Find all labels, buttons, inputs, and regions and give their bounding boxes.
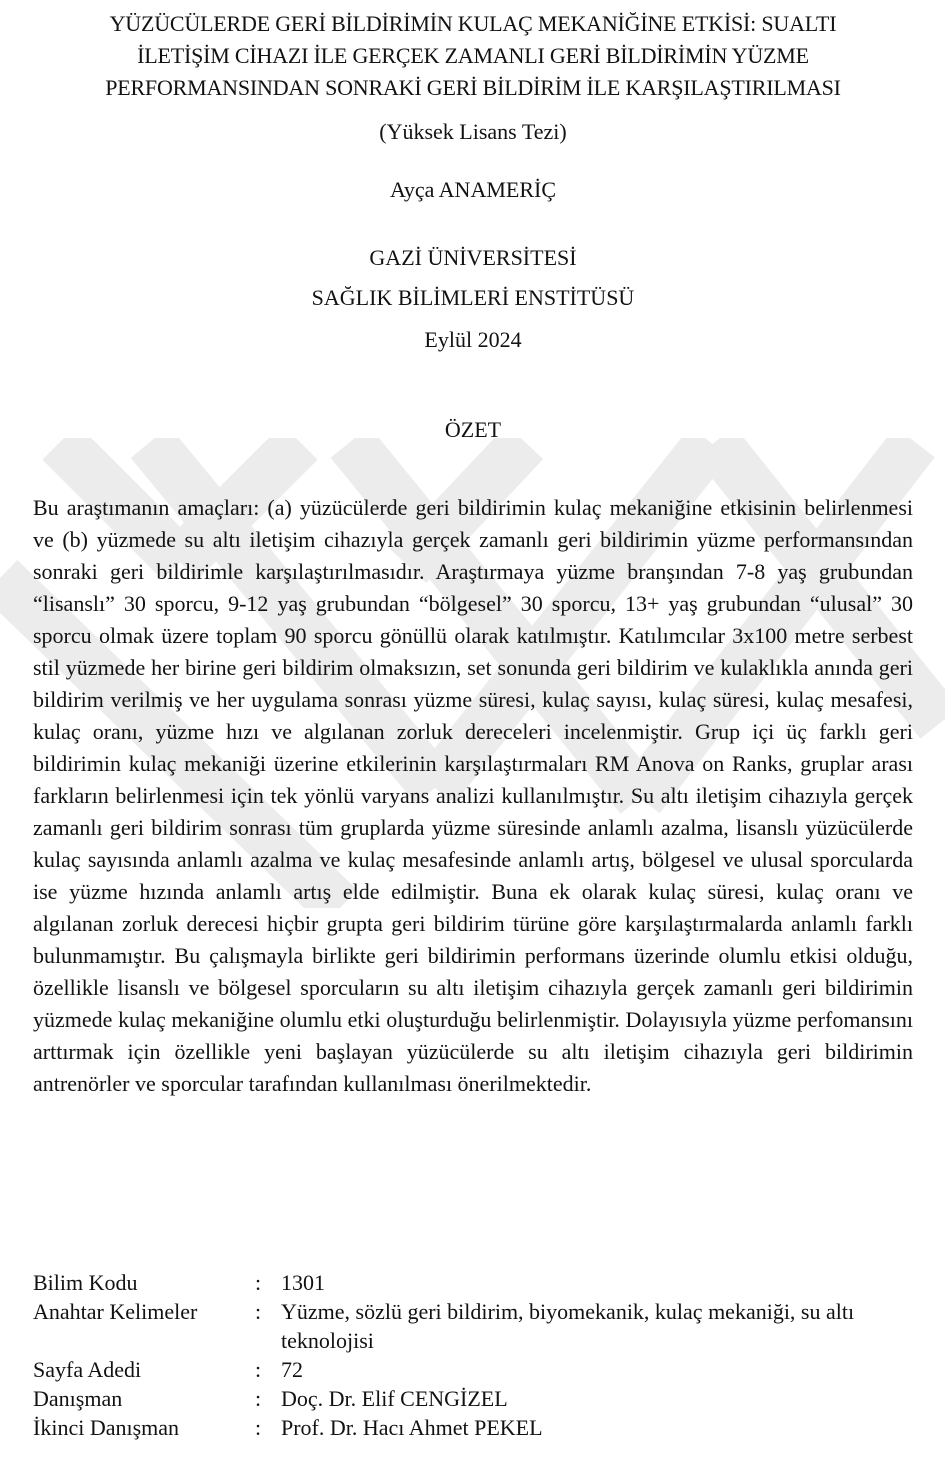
metadata-label: Danışman	[33, 1386, 123, 1411]
metadata-row-ikinci-danisman	[33, 1413, 913, 1442]
metadata-value: Prof. Dr. Hacı Ahmet PEKEL	[281, 1415, 543, 1440]
metadata-row-anahtar-kelimeler	[33, 1297, 913, 1355]
abstract-paragraph: Bu araştımanın amaçları: (a) yüzücülerde geri bildirimin kulaç mekaniğine etkisinin belirlenmesi ve (b) yüzmede su altı iletişim cihazıyla gerçek zamanlı geri bildirimin yüzme performansından sonraki geri bildirimle karşılaştırılmasıdır. Araştırmaya yüzme branşından 7-8 yaş grubundan “lisanslı” 30 sporcu, 9-12 yaş grubundan “bölgesel” 30 sporcu, 13+ yaş grubundan “ulusal” 30 sporcu olmak üzere toplam 90 sporcu gönüllü olarak katılmıştır. Katılımcılar 3x100 metre serbest stil yüzmede her birine geri bildirim olmaksızın, set sonunda geri bildirim ve kulaklıkla anında geri bildirim verilmiş ve her uygulama sonrası yüzme süresi, kulaç sayısı, kulaç süresi, kulaç mesafesi, kulaç oranı, yüzme hızı ve algılanan zorluk dereceleri incelenmiştir. Grup içi üç farklı geri bildirimin kulaç mekaniği üzerine etkilerinin karşılaştırmaları RM Anova on Ranks, gruplar arası farkların belirlenmesi için tek yönlü varyans analizi kullanılmıştır. Su altı iletişim cihazıyla gerçek zamanlı geri bildirim sonrası tüm gruplarda yüzme süresinde anlamlı azalma, lisanslı yüzücülerde kulaç sayısında anlamlı azalma ve kulaç mesafesinde anlamlı artış, bölgesel ve ulusal sporcularda ise yüzme hızında anlamlı artış elde edilmiştir. Buna ek olarak kulaç süresi, kulaç oranı ve algılanan zorluk derecesi hiçbir grupta geri bildirim türüne göre karşılaştırmalarda anlamlı farklı bulunmamıştır. Bu çalışmayla birlikte geri bildirimin performans üzerinde olumlu etkisi olduğu, özellikle lisanslı ve bölgesel sporcuların su altı iletişim cihazıyla gerçek zamanlı geri bildirimin yüzmede kulaç mekaniğine olumlu etki oluşturduğu belirlenmiştir. Dolayısıyla yüzme perfomansını arttırmak için özellikle yeni başlayan yüzücülerde su altı iletişim cihazıyla geri bildirimin antrenörler ve sporcular tarafından kullanılması önerilmektedir.	[33, 495, 913, 1096]
section-heading-ozet: ÖZET	[444, 417, 502, 442]
metadata-label: İkinci Danışman	[33, 1415, 180, 1440]
publication-date: Eylül 2024	[424, 327, 522, 352]
institute-name: SAĞLIK BİLİMLERİ ENSTİTÜSÜ	[311, 285, 635, 310]
metadata-separator: :	[255, 1270, 262, 1295]
metadata-value: 1301	[281, 1270, 325, 1295]
thesis-title	[33, 8, 913, 104]
metadata-separator: :	[255, 1299, 262, 1324]
metadata-label: Sayfa Adedi	[33, 1357, 142, 1382]
university-name: GAZİ ÜNİVERSİTESİ	[369, 245, 577, 270]
thesis-title-line-2: İLETİŞİM CİHAZI İLE GERÇEK ZAMANLI GERİ BİLDİRİMİN YÜZME	[137, 43, 809, 68]
thesis-type-label: (Yüksek Lisans Tezi)	[379, 119, 567, 144]
metadata-value: Yüzme, sözlü geri bildirim, biyomekanik, kulaç mekaniği, su altı teknolojisi	[281, 1299, 855, 1353]
metadata-row-bilim-kodu	[33, 1268, 913, 1297]
thesis-title-line-1: YÜZÜCÜLERDE GERİ BİLDİRİMİN KULAÇ MEKANİĞİNE ETKİSİ: SUALTI	[109, 11, 837, 36]
metadata-separator: :	[255, 1415, 262, 1440]
metadata-value: 72	[281, 1357, 303, 1382]
metadata-value: Doç. Dr. Elif CENGİZEL	[281, 1386, 508, 1411]
metadata-separator: :	[255, 1386, 262, 1411]
metadata-table	[33, 1268, 913, 1442]
metadata-label: Anahtar Kelimeler	[33, 1299, 198, 1324]
thesis-title-line-3: PERFORMANSINDAN SONRAKİ GERİ BİLDİRİM İLE KARŞILAŞTIRILMASI	[105, 75, 841, 100]
metadata-separator: :	[255, 1357, 262, 1382]
metadata-row-sayfa-adedi	[33, 1355, 913, 1384]
author-name: Ayça ANAMERİÇ	[389, 177, 557, 202]
metadata-row-danisman	[33, 1384, 913, 1413]
metadata-label: Bilim Kodu	[33, 1270, 138, 1295]
